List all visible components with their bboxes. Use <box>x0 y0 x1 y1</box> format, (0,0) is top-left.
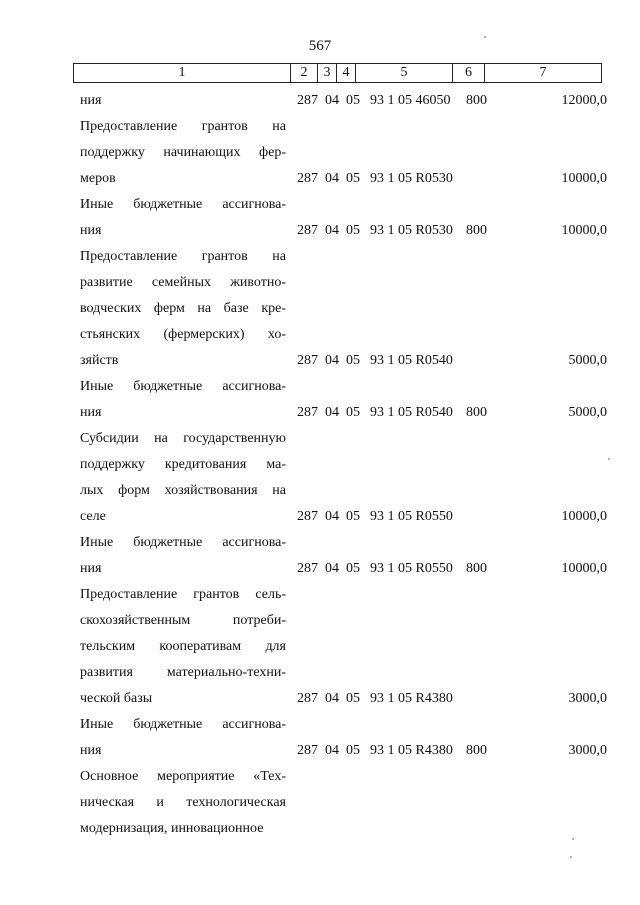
row-name <box>80 582 286 712</box>
subsection-code: 05 <box>346 223 360 238</box>
subsection-code: 05 <box>346 561 360 576</box>
ministry-code: 287 <box>297 405 318 420</box>
page-number: 567 <box>308 38 332 54</box>
row-name-line: Основное мероприятие «Тех- <box>80 769 286 784</box>
row-name-line: Иные бюджетные ассигнова- <box>80 197 286 212</box>
column-header-6: 6 <box>453 64 485 83</box>
ministry-code: 287 <box>297 743 318 758</box>
amount-value: 10000,0 <box>561 561 607 576</box>
expense-type-code: 800 <box>466 743 487 758</box>
row-name-line: модернизация, инновационное <box>80 821 264 836</box>
row-name-line: селе <box>80 509 106 524</box>
ministry-code: 287 <box>297 223 318 238</box>
expense-type-code: 800 <box>466 93 487 108</box>
subsection-code: 05 <box>346 171 360 186</box>
row-name-line: Предоставление грантов на <box>80 119 286 134</box>
table-row <box>0 88 640 114</box>
expense-type-code: 800 <box>466 561 487 576</box>
row-name <box>80 192 286 244</box>
row-name-line: меров <box>80 171 116 186</box>
subsection-code: 05 <box>346 691 360 706</box>
subsection-code: 05 <box>346 743 360 758</box>
column-header-7: 7 <box>485 64 602 83</box>
table-row <box>0 712 640 764</box>
row-name <box>80 374 286 426</box>
row-name-line: лых форм хозяйствования на <box>80 483 286 498</box>
ministry-code: 287 <box>297 561 318 576</box>
row-name <box>80 114 286 192</box>
target-article-code: 93 1 05 R4380 <box>370 691 453 706</box>
row-name-line: ческой базы <box>80 691 153 706</box>
row-name-line: ния <box>80 561 102 576</box>
ministry-code: 287 <box>297 691 318 706</box>
amount-value: 3000,0 <box>568 743 607 758</box>
table-row <box>0 114 640 192</box>
target-article-code: 93 1 05 R0540 <box>370 405 453 420</box>
target-article-code: 93 1 05 R0550 <box>370 509 453 524</box>
table-row <box>0 374 640 426</box>
amount-value: 12000,0 <box>561 93 607 108</box>
table-row <box>0 192 640 244</box>
row-name-line: ния <box>80 223 102 238</box>
section-code: 04 <box>325 743 339 758</box>
row-name-line: тельским кооперативам для <box>80 639 286 654</box>
row-name-line: поддержку кредитования ма- <box>80 457 286 472</box>
row-name-line: водческих ферм на базе кре- <box>80 301 286 316</box>
column-header-3: 3 <box>318 64 337 83</box>
section-code: 04 <box>325 93 339 108</box>
scan-speck <box>484 36 486 38</box>
row-name-line: ния <box>80 743 102 758</box>
scan-speck <box>572 838 574 840</box>
target-article-code: 93 1 05 R0540 <box>370 353 453 368</box>
column-header-4: 4 <box>337 64 356 83</box>
amount-value: 5000,0 <box>568 405 607 420</box>
row-name <box>80 88 286 114</box>
row-name-line: Предоставление грантов на <box>80 249 286 264</box>
ministry-code: 287 <box>297 171 318 186</box>
row-name-line: развития материально-техни- <box>80 665 286 680</box>
row-name-line: Иные бюджетные ассигнова- <box>80 535 286 550</box>
row-name-line: стьянских (фермерских) хо- <box>80 327 286 342</box>
section-code: 04 <box>325 509 339 524</box>
table-row <box>0 244 640 374</box>
row-name <box>80 764 286 842</box>
row-name-line: Иные бюджетные ассигнова- <box>80 379 286 394</box>
column-header-1: 1 <box>74 64 291 83</box>
row-name-line: скохозяйственным потреби- <box>80 613 286 628</box>
row-name-line: ническая и технологическая <box>80 795 286 810</box>
row-name <box>80 530 286 582</box>
row-name-line: Иные бюджетные ассигнова- <box>80 717 286 732</box>
amount-value: 10000,0 <box>561 509 607 524</box>
section-code: 04 <box>325 691 339 706</box>
target-article-code: 93 1 05 R0530 <box>370 223 453 238</box>
column-header-2: 2 <box>291 64 318 83</box>
table-row <box>0 426 640 530</box>
amount-value: 3000,0 <box>568 691 607 706</box>
table-row <box>0 530 640 582</box>
section-code: 04 <box>325 171 339 186</box>
row-name <box>80 244 286 374</box>
amount-value: 10000,0 <box>561 223 607 238</box>
target-article-code: 93 1 05 R0550 <box>370 561 453 576</box>
target-article-code: 93 1 05 R0530 <box>370 171 453 186</box>
ministry-code: 287 <box>297 509 318 524</box>
ministry-code: 287 <box>297 353 318 368</box>
section-code: 04 <box>325 405 339 420</box>
row-name-line: поддержку начинающих фер- <box>80 145 286 160</box>
scan-speck <box>608 458 610 460</box>
amount-value: 5000,0 <box>568 353 607 368</box>
row-name-line: Предоставление грантов сель- <box>80 587 286 602</box>
scan-speck <box>570 856 572 858</box>
section-code: 04 <box>325 561 339 576</box>
subsection-code: 05 <box>346 405 360 420</box>
expense-type-code: 800 <box>466 405 487 420</box>
row-name <box>80 712 286 764</box>
target-article-code: 93 1 05 46050 <box>370 93 451 108</box>
expense-type-code: 800 <box>466 223 487 238</box>
row-name-line: Субсидии на государственную <box>80 431 286 446</box>
table-row <box>0 582 640 712</box>
row-name-line: ния <box>80 405 102 420</box>
ministry-code: 287 <box>297 93 318 108</box>
table-row <box>0 764 640 842</box>
subsection-code: 05 <box>346 509 360 524</box>
section-code: 04 <box>325 223 339 238</box>
column-header-table <box>73 63 602 83</box>
column-header-5: 5 <box>356 64 453 83</box>
subsection-code: 05 <box>346 93 360 108</box>
subsection-code: 05 <box>346 353 360 368</box>
column-header-row <box>74 64 602 83</box>
target-article-code: 93 1 05 R4380 <box>370 743 453 758</box>
amount-value: 10000,0 <box>561 171 607 186</box>
row-name-line: зяйств <box>80 353 119 368</box>
row-name-line: ния <box>80 93 102 108</box>
row-name <box>80 426 286 530</box>
section-code: 04 <box>325 353 339 368</box>
row-name-line: развитие семейных животно- <box>80 275 286 290</box>
